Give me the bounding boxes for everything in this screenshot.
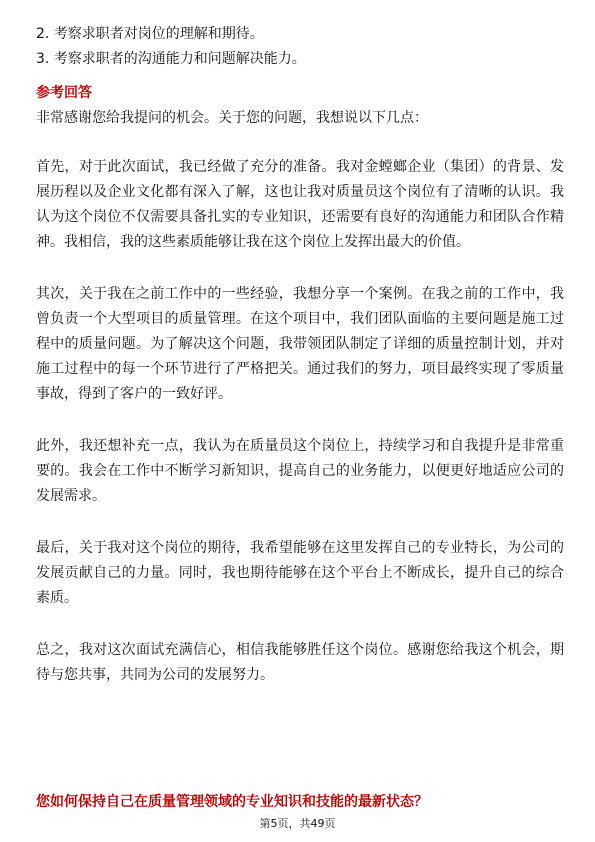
page-content <box>36 24 564 688</box>
answer-paragraph: 首先，对于此次面试，我已经做了充分的准备。我对金螳螂企业（集团）的背景、发展历程以及企业文化都有深入了解，这也让我对质量员这个岗位有了清晰的认识。我认为这个岗位不仅需要具备扎实的专业知识，还需要有良好的沟通能力和团队合作精神。我相信，我的这些素质能够让我在这个岗位上发挥出最大的价值。 <box>36 159 564 250</box>
section-title: 参考回答 <box>36 85 92 101</box>
list-item: 2. 考察求职者对岗位的理解和期待。 <box>36 26 264 42</box>
next-question-heading: 您如何保持自己在质量管理领域的专业知识和技能的最新状态？ <box>36 794 428 810</box>
list-item: 3. 考察求职者的沟通能力和问题解决能力。 <box>36 51 306 67</box>
page-number: 第5页，共49页 <box>259 817 336 830</box>
intro-text: 非常感谢您给我提问的机会。关于您的问题，我想说以下几点： <box>36 110 428 126</box>
answer-paragraph: 最后，关于我对这个岗位的期待，我希望能够在这里发挥自己的专业特长，为公司的发展贡献自己的力量。同时，我也期待能够在这个平台上不断成长，提升自己的综合素质。 <box>36 540 564 606</box>
answer-paragraph: 其次，关于我在之前工作中的一些经验，我想分享一个案例。在我之前的工作中，我曾负责一个大型项目的质量管理。在这个项目中，我们团队面临的主要问题是施工过程中的质量问题。为了解决这个问题，我带领团队制定了详细的质量控制计划，并对施工过程中的每一个环节进行了严格把关。通过我们的努力，项目最终实现了零质量事故，得到了客户的一致好评。 <box>36 286 564 402</box>
answer-paragraph: 此外，我还想补充一点，我认为在质量员这个岗位上，持续学习和自我提升是非常重要的。我会在工作中不断学习新知识，提高自己的业务能力，以便更好地适应公司的发展需求。 <box>36 438 564 504</box>
answer-paragraph: 总之，我对这次面试充满信心，相信我能够胜任这个岗位。感谢您给我这个机会，期待与您共事，共同为公司的发展努力。 <box>36 642 564 683</box>
